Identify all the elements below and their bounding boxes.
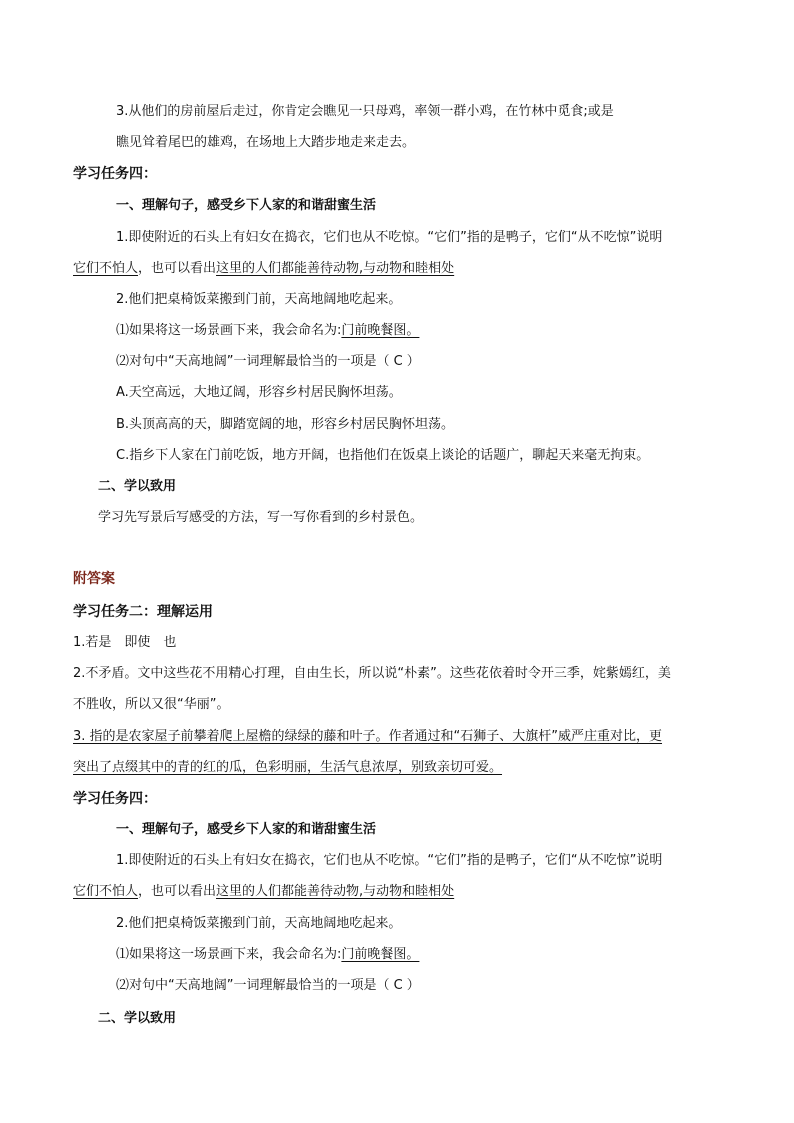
option-a: A.天空高远，大地辽阔，形容乡村居民胸怀坦荡。 [116, 385, 402, 400]
text-span: ，也可以看出 [138, 261, 217, 276]
answers-task2-title: 学习任务二：理解运用 [73, 604, 213, 620]
answer-3-line2: 突出了点缀其中的青的红的瓜，色彩明丽，生活气息浓厚，别致亲切可爱。 [73, 760, 503, 775]
answer-3-line1: 3. 指的是农家屋子前攀着爬上屋檐的绿绿的藤和叶子。作者通过和“石狮子、大旗杆”威严庄重对比，更 [73, 729, 663, 744]
text-span: ⑴如果将这一场景画下来，我会命名为: [116, 323, 342, 338]
item3-line1: 3.从他们的房前屋后走过，你肯定会瞧见一只母鸡，率领一群小鸡，在竹林中觅食;或是 [116, 104, 614, 119]
answer-underline: 门前晚餐图。 [341, 947, 420, 962]
answers-q2-2: ⑵对句中“天高地阔”一词理解最恰当的一项是（ C ） [116, 978, 420, 993]
answer-underline: 它们不怕人 [73, 261, 139, 276]
option-b: B.头顶高高的天，脚踏宽阔的地，形容乡村居民胸怀坦荡。 [116, 417, 455, 432]
option-c: C.指乡下人家在门前吃饭，地方开阔，也指他们在饭桌上谈论的话题广，聊起天来毫无拘束。 [116, 448, 650, 463]
answers-q1-line2 [73, 883, 454, 901]
task4-q1-line2 [73, 260, 454, 278]
task4-q2: 2.他们把桌椅饭菜搬到门前，天高地阔地吃起来。 [116, 292, 402, 307]
answer-1: 1.若是 即使 也 [73, 635, 177, 650]
text-span: ，也可以看出 [138, 884, 217, 899]
answer-2-line1: 2.不矛盾。文中这些花不用精心打理，自由生长，所以说“朴素”。这些花依着时令开三季，姹紫嫣红，美 [73, 666, 671, 681]
answers-part1-title: 一、理解句子，感受乡下人家的和谐甜蜜生活 [116, 822, 377, 837]
answers-task4-title: 学习任务四： [73, 791, 157, 807]
answer-2-line2: 不胜收，所以又很“华丽”。 [73, 697, 230, 712]
answers-part2-title: 二、学以致用 [98, 1011, 177, 1026]
text-span: ⑴如果将这一场景画下来，我会命名为: [116, 947, 342, 962]
task4-part2-title: 二、学以致用 [98, 479, 177, 494]
item3-line2: 瞧见耸着尾巴的雄鸡，在场地上大踏步地走来走去。 [116, 135, 416, 150]
task4-part2-text: 学习先写景后写感受的方法，写一写你看到的乡村景色。 [98, 510, 424, 525]
answer-underline: 这里的人们都能善待动物,与动物和睦相处 [216, 261, 455, 276]
answers-title: 附答案 [73, 571, 115, 587]
task4-q1-line1: 1.即使附近的石头上有妇女在捣衣，它们也从不吃惊。“它们”指的是鸭子，它们“从不吃惊”说明 [116, 230, 663, 245]
task4-q2-2: ⑵对句中“天高地阔”一词理解最恰当的一项是（ C ） [116, 354, 420, 369]
answer-underline: 它们不怕人 [73, 884, 139, 899]
task4-part1-title: 一、理解句子，感受乡下人家的和谐甜蜜生活 [116, 198, 377, 213]
answers-q2-1 [116, 946, 419, 964]
task4-title: 学习任务四： [73, 166, 157, 182]
answers-q1-line1: 1.即使附近的石头上有妇女在捣衣，它们也从不吃惊。“它们”指的是鸭子，它们“从不吃惊”说明 [116, 853, 663, 868]
answers-q2: 2.他们把桌椅饭菜搬到门前，天高地阔地吃起来。 [116, 916, 402, 931]
answer-underline: 门前晚餐图。 [341, 323, 420, 338]
task4-q2-1 [116, 322, 419, 340]
answer-underline: 这里的人们都能善待动物,与动物和睦相处 [216, 884, 455, 899]
